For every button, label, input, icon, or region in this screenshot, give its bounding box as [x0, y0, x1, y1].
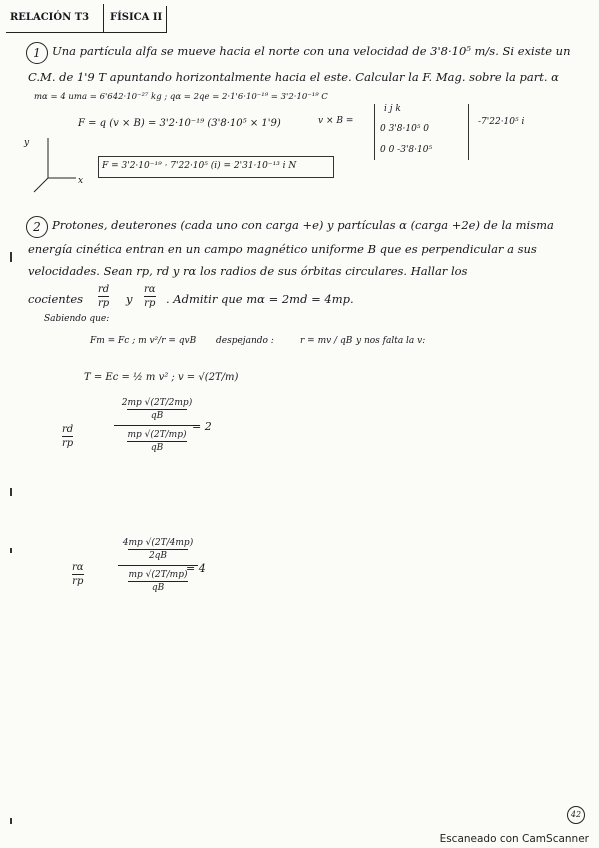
page-number: 42 [567, 806, 585, 824]
header-subject: FÍSICA II [110, 12, 163, 23]
problem1-line1: Una partícula alfa se mueve hacia el norte con una velocidad de 3'8·10⁵ m/s. Si existe un [52, 44, 571, 58]
problem2-line4b: y [126, 292, 133, 306]
ratio1-top-den: qB [150, 411, 164, 421]
equation-radius: r = mv / qB [300, 336, 353, 346]
matrix-row2: 0 3'8·10⁵ 0 [380, 124, 430, 134]
ratio2-result: = 4 [186, 562, 206, 575]
axis-y-label: y [24, 138, 30, 148]
ratio1-main [114, 398, 200, 453]
axis-x-label: x [78, 176, 84, 186]
matrix-right-bar [468, 104, 469, 160]
ratio1-lhs-den: rp [62, 438, 74, 449]
falta-label: y nos falta la v: [356, 336, 426, 346]
ratio2-top-num: 4mp √(2T/4mp) [122, 538, 194, 548]
equation-force: Fm = Fc ; m v²/r = qvB [90, 336, 197, 346]
problem1-line2: C.M. de 1'9 T apuntando horizontalmente hacia el este. Calcular la F. Mag. sobre la part. α [28, 70, 559, 84]
matrix-row1: i j k [384, 104, 401, 114]
ratio2-lhs-num: rα [72, 562, 84, 573]
frac2-num: rα [144, 284, 156, 295]
problem2-line3: velocidades. Sean rp, rd y rα los radios de sus órbitas circulares. Hallar los [28, 264, 468, 278]
header-relacion: RELACIÓN T3 [10, 12, 90, 23]
problem2-line1: Protones, deuterones (cada uno con carga +e) y partículas α (carga +2e) de la misma [52, 218, 554, 232]
problem1-data: mα = 4 uma = 6'642·10⁻²⁷ kg ; qα = 2qe = 2·1'6·10⁻¹⁹ = 3'2·10⁻¹⁹ C [34, 92, 328, 102]
axis-sketch [30, 136, 90, 196]
margin-mark [10, 252, 12, 262]
ratio1-result: = 2 [192, 420, 212, 433]
problem1-formula: F = q (v × B) = 3'2·10⁻¹⁹ (3'8·10⁵ × 1'9) [78, 118, 281, 129]
frac1-num: rd [98, 284, 110, 295]
ratio1-lhs-num: rd [62, 424, 74, 435]
despejando-label: despejando : [216, 336, 274, 346]
problem2-line4c: . Admitir que mα = 2md = 4mp. [166, 292, 354, 306]
ratio1-bot-den: qB [150, 443, 164, 454]
ratio2-bot-den: qB [151, 583, 165, 594]
matrix-row3: 0 0 -3'8·10⁵ [380, 145, 433, 155]
margin-mark [10, 488, 12, 496]
fraction-ra-rp [144, 284, 156, 309]
problem1-number: 1 [26, 42, 48, 64]
ratio1-bot-num: mp √(2T/mp) [127, 430, 187, 441]
cross-label: v × B = [318, 116, 354, 126]
ratio2-top-den: 2qB [148, 551, 168, 561]
problem2-number: 2 [26, 216, 48, 238]
sabiendo-label: Sabiendo que: [44, 314, 110, 324]
margin-mark [10, 548, 12, 553]
frac1-den: rp [98, 298, 110, 309]
ratio1-lhs [62, 424, 73, 449]
problem1-result: F = 3'2·10⁻¹⁹ · 7'22·10⁵ (i) = 2'31·10⁻¹³ i N [102, 161, 297, 171]
problem2-line2: energía cinética entran en un campo magnético uniforme B que es perpendicular a sus [28, 242, 537, 256]
ratio2-lhs [72, 562, 84, 587]
equation-energy: T = Ec = ½ m v² ; v = √(2T/m) [84, 372, 239, 383]
ratio1-top-num: 2mp √(2T/2mp) [121, 398, 193, 408]
matrix-left-bar [374, 104, 375, 160]
ratio2-lhs-den: rp [72, 576, 84, 587]
cross-result: -7'22·10⁵ i [478, 117, 525, 127]
ratio2-bot-num: mp √(2T/mp) [128, 570, 188, 581]
header-separator [103, 4, 104, 32]
margin-mark [10, 818, 12, 824]
frac2-den: rp [144, 298, 156, 309]
scanner-footer: Escaneado con CamScanner [439, 833, 589, 845]
problem2-line4a: cocientes [28, 292, 84, 306]
fraction-rd-rp [98, 284, 109, 309]
